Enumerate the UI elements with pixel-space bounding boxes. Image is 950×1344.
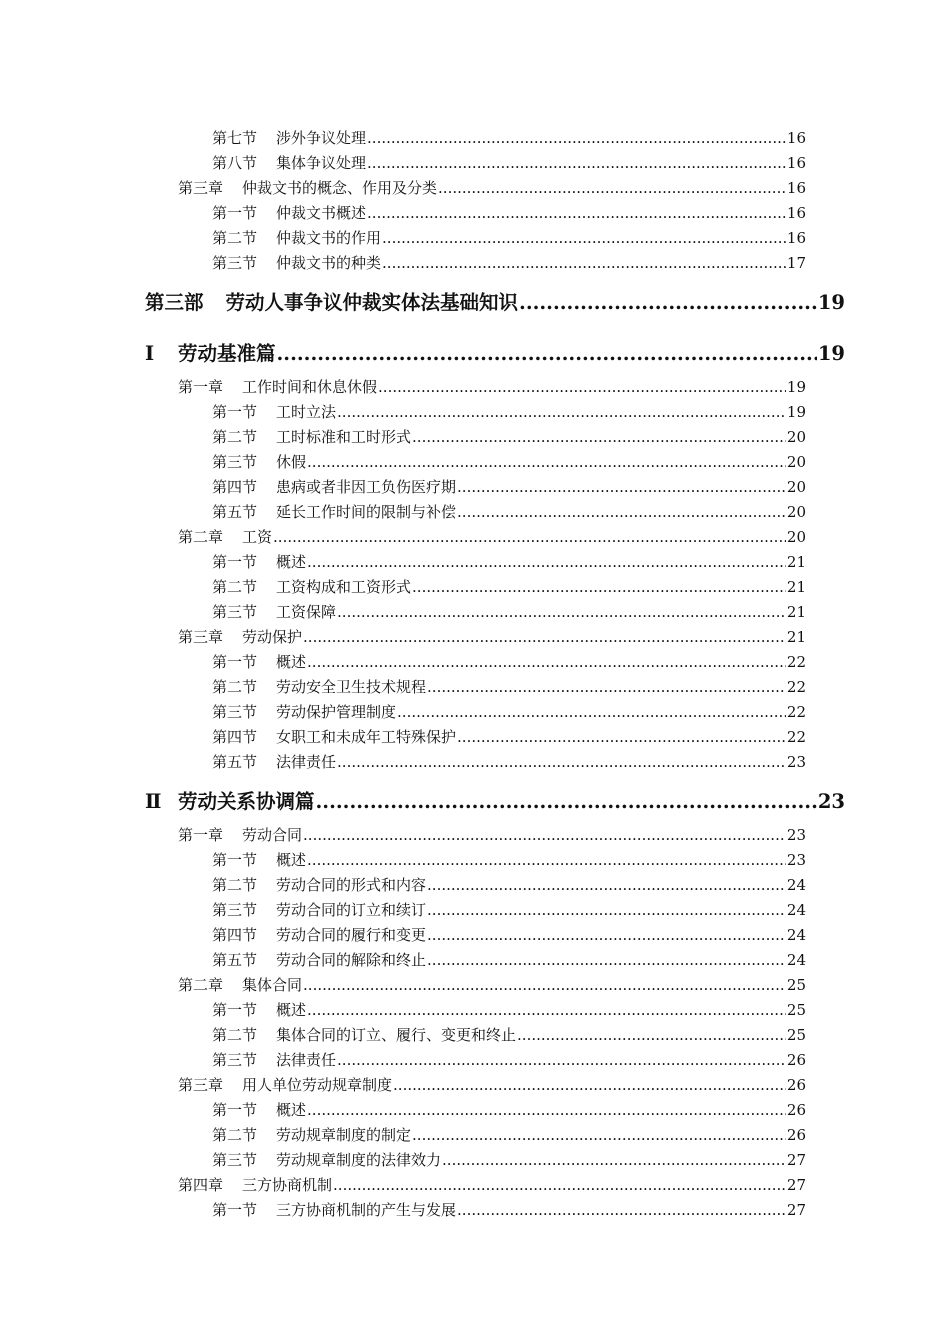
- toc-entry[interactable]: [212, 874, 806, 895]
- toc-entry-title: 工资保障: [276, 603, 337, 621]
- toc-entry-label: [212, 676, 426, 697]
- toc-entry-label: [178, 974, 302, 995]
- toc-page-number: 19: [817, 342, 845, 365]
- toc-entry-number: 第四节: [212, 478, 258, 496]
- toc-entry-label: [212, 726, 456, 747]
- toc-entry[interactable]: [178, 824, 806, 845]
- toc-page-number: 21: [786, 628, 806, 646]
- toc-leader-dots: [393, 1076, 786, 1094]
- toc-entry[interactable]: [212, 701, 806, 722]
- toc-entry-label: [212, 849, 306, 870]
- toc-page-number: 16: [786, 179, 806, 197]
- toc-entry-title: 劳动人事争议仲裁实体法基础知识: [225, 291, 519, 314]
- toc-entry[interactable]: [212, 202, 806, 223]
- toc-entry[interactable]: [212, 924, 806, 945]
- toc-entry-title: 集体合同: [242, 976, 303, 994]
- toc-entry[interactable]: [178, 974, 806, 995]
- toc-entry-label: [178, 626, 302, 647]
- toc-entry-label: [212, 576, 411, 597]
- toc-entry-label: [212, 1049, 336, 1070]
- toc-leader-dots: [517, 1026, 786, 1044]
- toc-entry-label: [178, 824, 302, 845]
- toc-leader-dots: [457, 503, 786, 521]
- toc-leader-dots: [307, 1101, 786, 1119]
- toc-page-number: 26: [786, 1101, 806, 1119]
- toc-entry-label: [145, 786, 315, 814]
- toc-entry-title: 劳动合同的解除和终止: [276, 951, 427, 969]
- toc-entry-number: 第一节: [212, 1001, 258, 1019]
- toc-entry-number: 第一节: [212, 204, 258, 222]
- toc-entry-title: 涉外争议处理: [276, 129, 367, 147]
- toc-leader-dots: [316, 790, 817, 813]
- toc-entry-number: 第一节: [212, 653, 258, 671]
- toc-entry-number: 第五节: [212, 951, 258, 969]
- toc-entry-label: [212, 476, 456, 497]
- toc-leader-dots: [307, 1001, 786, 1019]
- toc-entry[interactable]: [178, 177, 806, 198]
- toc-entry[interactable]: [212, 252, 806, 273]
- toc-page-number: 22: [786, 653, 806, 671]
- toc-page-number: 16: [786, 129, 806, 147]
- toc-entry-title: 三方协商机制的产生与发展: [276, 1201, 457, 1219]
- toc-entry[interactable]: [212, 999, 806, 1020]
- toc-page-number: 20: [786, 453, 806, 471]
- toc-leader-dots: [427, 901, 786, 919]
- toc-entry[interactable]: [212, 899, 806, 920]
- toc-leader-dots: [337, 603, 786, 621]
- toc-entry[interactable]: [212, 726, 806, 747]
- toc-entry-label: [212, 1099, 306, 1120]
- toc-page-number: 26: [786, 1076, 806, 1094]
- toc-leader-dots: [427, 678, 786, 696]
- toc-leader-dots: [333, 1176, 786, 1194]
- toc-leader-dots: [307, 553, 786, 571]
- toc-entry[interactable]: [212, 1049, 806, 1070]
- toc-leader-dots: [457, 1201, 786, 1219]
- toc-entry-number: 第三节: [212, 703, 258, 721]
- toc-entry[interactable]: [212, 651, 806, 672]
- toc-entry-label: [178, 177, 437, 198]
- toc-entry-title: 概述: [276, 1101, 307, 1119]
- toc-leader-dots: [412, 1126, 786, 1144]
- toc-entry-number: 第一章: [178, 378, 224, 396]
- toc-page-number: 23: [786, 851, 806, 869]
- toc-entry-label: [212, 949, 426, 970]
- toc-entry-number: 第二节: [212, 1126, 258, 1144]
- toc-entry-title: 法律责任: [276, 1051, 337, 1069]
- toc-entry-number: 第一节: [212, 1201, 258, 1219]
- toc-entry-title: 仲裁文书概述: [276, 204, 367, 222]
- toc-entry-label: [178, 1074, 392, 1095]
- toc-entry-label: [212, 1024, 516, 1045]
- toc-page-number: 19: [786, 378, 806, 396]
- toc-leader-dots: [367, 204, 786, 222]
- toc-entry-number: 第五节: [212, 503, 258, 521]
- toc-entry-title: 工资构成和工资形式: [276, 578, 412, 596]
- toc-entry-title: 工作时间和休息休假: [242, 378, 378, 396]
- toc-entry-number: 第一节: [212, 403, 258, 421]
- toc-page-number: 27: [786, 1151, 806, 1169]
- toc-leader-dots: [307, 653, 786, 671]
- toc-entry[interactable]: [212, 1149, 806, 1170]
- toc-page-number: 20: [786, 503, 806, 521]
- toc-leader-dots: [277, 342, 817, 365]
- toc-entry-label: [178, 376, 377, 397]
- toc-leader-dots: [427, 876, 786, 894]
- toc-entry-title: 劳动保护: [242, 628, 303, 646]
- toc-entry-number: 第四节: [212, 926, 258, 944]
- toc-entry-number: 第一节: [212, 553, 258, 571]
- toc-entry[interactable]: [212, 426, 806, 447]
- toc-entry-label: [212, 924, 426, 945]
- toc-entry-number: 第二节: [212, 229, 258, 247]
- toc-entry-label: [212, 1149, 441, 1170]
- toc-entry[interactable]: [212, 1199, 806, 1220]
- toc-entry-title: 仲裁文书的概念、作用及分类: [242, 179, 438, 197]
- toc-entry-number: 第三章: [178, 179, 224, 197]
- toc-page-number: 16: [786, 204, 806, 222]
- toc-entry-label: [212, 899, 426, 920]
- toc-entry-title: 概述: [276, 851, 307, 869]
- toc-entry-number: 第二章: [178, 528, 224, 546]
- toc-entry-number: 第二节: [212, 876, 258, 894]
- toc-entry[interactable]: [212, 476, 806, 497]
- toc-entry-number: Ⅰ: [145, 342, 155, 365]
- toc-entry[interactable]: [212, 127, 806, 148]
- toc-entry-title: 概述: [276, 653, 307, 671]
- toc-entry-label: [212, 999, 306, 1020]
- toc-leader-dots: [367, 129, 786, 147]
- toc-entry-title: 劳动关系协调篇: [178, 790, 315, 813]
- toc-entry-title: 劳动合同的形式和内容: [276, 876, 427, 894]
- toc-page-number: 16: [786, 229, 806, 247]
- toc-leader-dots: [397, 703, 786, 721]
- toc-entry-label: [212, 651, 306, 672]
- toc-entry[interactable]: [212, 401, 806, 422]
- toc-page-number: 25: [786, 1026, 806, 1044]
- toc-entry-label: [212, 874, 426, 895]
- toc-entry-title: 劳动合同的履行和变更: [276, 926, 427, 944]
- toc-entry-label: [212, 1124, 411, 1145]
- toc-entry[interactable]: [212, 751, 806, 772]
- toc-entry[interactable]: [212, 601, 806, 622]
- toc-entry[interactable]: [212, 849, 806, 870]
- toc-entry-number: 第一章: [178, 826, 224, 844]
- toc-page-number: 20: [786, 428, 806, 446]
- toc-entry-number: 第二章: [178, 976, 224, 994]
- toc-entry-title: 概述: [276, 553, 307, 571]
- toc-entry-title: 劳动安全卫生技术规程: [276, 678, 427, 696]
- toc-entry-number: 第三章: [178, 1076, 224, 1094]
- toc-entry-title: 仲裁文书的作用: [276, 229, 382, 247]
- toc-leader-dots: [382, 229, 786, 247]
- toc-entry[interactable]: [212, 1124, 806, 1145]
- toc-entry-number: 第三部: [145, 291, 204, 314]
- toc-entry-title: 患病或者非因工负伤医疗期: [276, 478, 457, 496]
- toc-entry-title: 三方协商机制: [242, 1176, 333, 1194]
- toc-page-number: 21: [786, 553, 806, 571]
- toc-entry-title: 延长工作时间的限制与补偿: [276, 503, 457, 521]
- toc-page-number: 19: [786, 403, 806, 421]
- toc-leader-dots: [438, 179, 786, 197]
- toc-entry-title: 劳动合同: [242, 826, 303, 844]
- toc-page-number: 23: [786, 826, 806, 844]
- toc-leader-dots: [307, 453, 786, 471]
- toc-entry-label: [212, 401, 336, 422]
- toc-entry[interactable]: [178, 1174, 806, 1195]
- toc-entry-title: 工资: [242, 528, 273, 546]
- toc-page-number: 22: [786, 728, 806, 746]
- toc-page-number: 27: [786, 1176, 806, 1194]
- toc-page-number: 21: [786, 603, 806, 621]
- toc-entry[interactable]: [178, 626, 806, 647]
- toc-leader-dots: [412, 428, 786, 446]
- toc-page-number: 20: [786, 478, 806, 496]
- toc-entry-title: 仲裁文书的种类: [276, 254, 382, 272]
- toc-entry-number: 第三章: [178, 628, 224, 646]
- toc-leader-dots: [427, 926, 786, 944]
- toc-leader-dots: [412, 578, 786, 596]
- toc-entry-title: 劳动基准篇: [178, 342, 276, 365]
- toc-entry-title: 法律责任: [276, 753, 337, 771]
- toc-entry-label: [212, 451, 306, 472]
- toc-leader-dots: [442, 1151, 786, 1169]
- toc-entry[interactable]: [212, 501, 806, 522]
- toc-page-number: 27: [786, 1201, 806, 1219]
- toc-page-number: 21: [786, 578, 806, 596]
- toc-entry-number: 第四章: [178, 1176, 224, 1194]
- toc-entry-label: [212, 227, 381, 248]
- toc-entry-title: 休假: [276, 453, 307, 471]
- toc-page-number: 19: [817, 291, 845, 314]
- toc-entry[interactable]: [178, 1074, 806, 1095]
- toc-entry-label: [212, 701, 396, 722]
- toc-entry-number: 第一节: [212, 1101, 258, 1119]
- toc-entry[interactable]: [212, 152, 806, 173]
- toc-entry-title: 用人单位劳动规章制度: [242, 1076, 393, 1094]
- toc-entry-title: 劳动保护管理制度: [276, 703, 397, 721]
- toc-page-number: 24: [786, 926, 806, 944]
- toc-entry[interactable]: [212, 576, 806, 597]
- toc-entry-label: [145, 287, 518, 315]
- toc-entry-number: 第八节: [212, 154, 258, 172]
- toc-entry-number: 第四节: [212, 728, 258, 746]
- toc-page-number: 23: [786, 753, 806, 771]
- toc-entry-number: 第三节: [212, 254, 258, 272]
- toc-entry-label: [212, 501, 456, 522]
- toc-page-number: 22: [786, 678, 806, 696]
- toc-entry-number: 第三节: [212, 1151, 258, 1169]
- toc-entry-number: 第七节: [212, 129, 258, 147]
- toc-entry-title: 劳动合同的订立和续订: [276, 901, 427, 919]
- toc-entry-label: [212, 152, 366, 173]
- toc-leader-dots: [303, 976, 786, 994]
- toc-leader-dots: [367, 154, 786, 172]
- toc-entry-number: 第二节: [212, 1026, 258, 1044]
- toc-entry-label: [178, 526, 272, 547]
- toc-entry[interactable]: [212, 1024, 806, 1045]
- toc-page-number: 24: [786, 951, 806, 969]
- toc-leader-dots: [273, 528, 786, 546]
- toc-entry-label: [212, 202, 366, 223]
- toc-page-number: 20: [786, 528, 806, 546]
- toc-page-number: 16: [786, 154, 806, 172]
- toc-page-number: 26: [786, 1051, 806, 1069]
- toc-entry[interactable]: [212, 551, 806, 572]
- toc-entry-title: 劳动规章制度的法律效力: [276, 1151, 442, 1169]
- toc-entry-number: 第三节: [212, 901, 258, 919]
- toc-leader-dots: [303, 826, 786, 844]
- toc-entry[interactable]: [212, 227, 806, 248]
- toc-entry[interactable]: [212, 1099, 806, 1120]
- toc-entry-title: 工时立法: [276, 403, 337, 421]
- toc-entry-title: 工时标准和工时形式: [276, 428, 412, 446]
- toc-page-number: 23: [817, 790, 845, 813]
- toc-leader-dots: [457, 478, 786, 496]
- toc-leader-dots: [337, 753, 786, 771]
- toc-entry-number: 第三节: [212, 603, 258, 621]
- toc-entry-title: 集体合同的订立、履行、变更和终止: [276, 1026, 517, 1044]
- toc-entry-number: 第一节: [212, 851, 258, 869]
- toc-page-number: 25: [786, 976, 806, 994]
- toc-entry-label: [212, 601, 336, 622]
- toc-leader-dots: [337, 1051, 786, 1069]
- toc-entry-number: Ⅱ: [145, 790, 162, 813]
- toc-entry[interactable]: [145, 287, 845, 315]
- toc-page-number: 17: [786, 254, 806, 272]
- toc-entry-number: 第五节: [212, 753, 258, 771]
- toc-leader-dots: [303, 628, 786, 646]
- toc-entry[interactable]: [178, 376, 806, 397]
- toc-entry-label: [212, 1199, 456, 1220]
- toc-entry-title: 女职工和未成年工特殊保护: [276, 728, 457, 746]
- toc-entry-label: [212, 551, 306, 572]
- toc-entry[interactable]: [212, 676, 806, 697]
- toc-leader-dots: [382, 254, 786, 272]
- toc-entry-number: 第二节: [212, 578, 258, 596]
- toc-entry-label: [178, 1174, 332, 1195]
- toc-leader-dots: [427, 951, 786, 969]
- toc-entry-label: [212, 751, 336, 772]
- toc-entry[interactable]: [212, 949, 806, 970]
- toc-entry-title: 劳动规章制度的制定: [276, 1126, 412, 1144]
- toc-leader-dots: [337, 403, 786, 421]
- toc-entry[interactable]: [178, 526, 806, 547]
- toc-entry-label: [212, 426, 411, 447]
- toc-page-number: 22: [786, 703, 806, 721]
- toc-leader-dots: [457, 728, 786, 746]
- toc-leader-dots: [307, 851, 786, 869]
- toc-page-number: 25: [786, 1001, 806, 1019]
- toc-entry-title: 概述: [276, 1001, 307, 1019]
- toc-entry-number: 第三节: [212, 1051, 258, 1069]
- toc-page-number: 26: [786, 1126, 806, 1144]
- toc-entry[interactable]: [145, 338, 845, 366]
- toc-entry-number: 第二节: [212, 678, 258, 696]
- toc-leader-dots: [378, 378, 786, 396]
- toc-page-number: 24: [786, 876, 806, 894]
- toc-entry[interactable]: [145, 786, 845, 814]
- toc-entry-number: 第三节: [212, 453, 258, 471]
- toc-entry-label: [212, 252, 381, 273]
- toc-entry[interactable]: [212, 451, 806, 472]
- toc-leader-dots: [519, 291, 817, 314]
- toc-entry-number: 第二节: [212, 428, 258, 446]
- toc-page-number: 24: [786, 901, 806, 919]
- toc-entry-label: [145, 338, 276, 366]
- toc-entry-label: [212, 127, 366, 148]
- toc-entry-title: 集体争议处理: [276, 154, 367, 172]
